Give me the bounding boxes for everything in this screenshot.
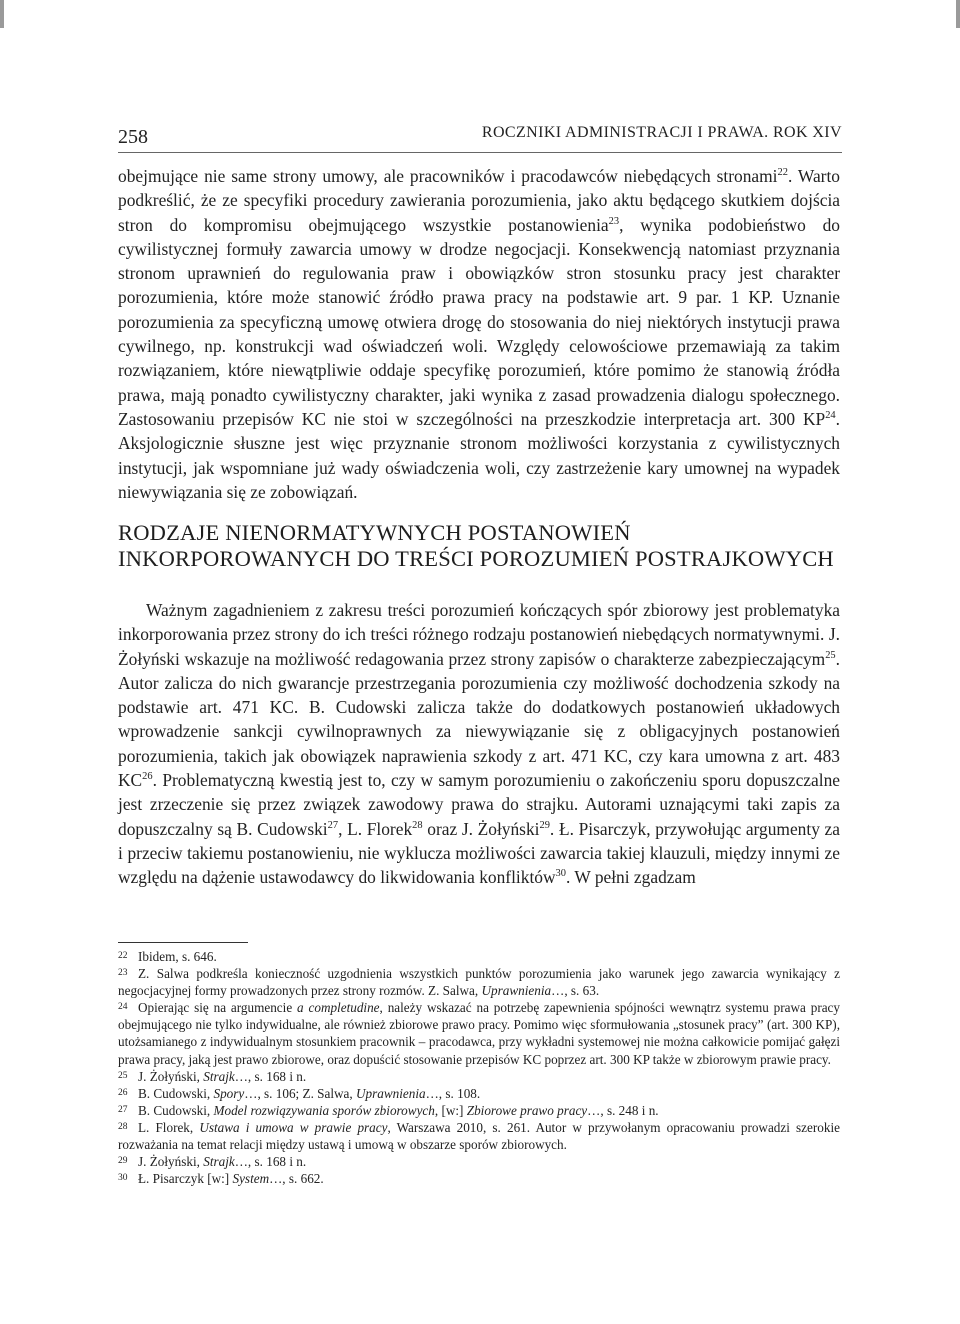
footnote-number: 26 bbox=[118, 1087, 128, 1098]
crop-mark-top-left bbox=[0, 0, 4, 28]
text-run: Z. Salwa podkreśla konieczność uzgodnienia wszystkich punktów porozumienia jako warunek jego zawarcia wynikający z negocjacyjnej formy prowadzonych przez strony rozmów. Z. Salwa, bbox=[118, 966, 840, 999]
text-run: . Aksjologicznie słuszne jest więc przyznanie stronom możliwości korzystania z cywilistycznych instytucji, jak wspomniane już wady oświadczenia woli, czy zastrzeżenie kary umownej na wypadek niewywiązania się ze zobowiązań. bbox=[118, 408, 840, 502]
footnote-number: 28 bbox=[118, 1121, 128, 1132]
footnote-26 bbox=[118, 1085, 840, 1102]
text-run: obejmujące nie same strony umowy, ale pracowników i pracodawców niebędących stronami bbox=[118, 166, 778, 186]
text-run: Ibidem, s. 646. bbox=[138, 949, 217, 964]
footnote-ref-29: 29 bbox=[539, 819, 550, 831]
text-run: …, s. 662. bbox=[269, 1171, 324, 1187]
footnotes bbox=[118, 948, 840, 1187]
text-run: , należy wskazać na potrzebę zapewnienia spójności wewnątrz systemu prawa pracy obejmującego nie tylko indywidualne, ale również zbiorowe prawo pracy. Pomimo więc sformułowania „stosunek pracy” (art. 300 KP), utożsamianego z indywidualnym stosunkiem pracownik – pracodawca, przy wykładni systemowej nie można całkowicie pomijać gałęzi prawa pracy, jaką jest prawo zbiorowe, oraz dopuścić stosowanie przepisów KC poprzez art. 300 KP także w zbiorowym prawie pracy. bbox=[118, 1000, 841, 1067]
footnote-30 bbox=[118, 1170, 840, 1187]
italic-text: a completudine bbox=[297, 1000, 380, 1016]
text-run: , [w:] bbox=[434, 1102, 467, 1118]
footnote-29 bbox=[118, 1153, 840, 1170]
footnote-ref-25: 25 bbox=[825, 649, 836, 661]
text-run: oraz J. Żołyński bbox=[422, 818, 540, 839]
text-run: . Autor zalicza do nich gwarancje przestrzegania porozumienia czy możliwość dochodzenia szkody na podstawie art. 471 KC. B. Cudowski zalicza także do dodatkowych postanowień układowych wprowadzenie sankcji cywilnoprawnych za niewywiązanie się z obligacyjnych postanowień porozumienia, takich jak obowiązek naprawienia szkody z art. 471 KC, czy kara umowna z art. 483 KC bbox=[118, 648, 840, 791]
footnote-number: 27 bbox=[118, 1104, 128, 1115]
page-number: 258 bbox=[118, 126, 148, 148]
footnote-number: 24 bbox=[118, 1002, 128, 1013]
footnote-28 bbox=[118, 1119, 840, 1153]
text-run: …, s. 106; Z. Salwa, bbox=[244, 1085, 356, 1101]
text-run: , L. Florek bbox=[338, 818, 413, 839]
text-run: . Ł. Pisarczyk, przywołując argumenty za i przeciw takiemu postanowieniu, nie wyklucza możliwości zawarcia takiej klauzuli, między innymi ze względu na dążenie ustawodawcy do likwidowania konfliktów bbox=[118, 818, 840, 888]
footnote-23 bbox=[118, 965, 840, 999]
footnote-ref-28: 28 bbox=[412, 819, 423, 831]
italic-text: Model rozwiązywania sporów zbiorowych bbox=[213, 1102, 435, 1118]
footnote-number: 23 bbox=[118, 968, 128, 979]
footnote-25 bbox=[118, 1068, 840, 1085]
italic-text: Uprawnienia bbox=[481, 983, 552, 999]
footnote-27 bbox=[118, 1102, 840, 1119]
section-heading-line-2: INKORPOROWANYCH DO TREŚCI POROZUMIEŃ POSTRAJKOWYCH bbox=[118, 546, 834, 571]
text-run: Ł. Pisarczyk [w:] bbox=[138, 1171, 233, 1187]
text-run: …, s. 168 i n. bbox=[234, 1068, 307, 1084]
section-heading bbox=[118, 520, 858, 572]
text-run: Ważnym zagadnieniem z zakresu treści porozumień kończących spór zbiorowy jest problematyka inkorporowania przez strony do ich treści różnego rodzaju postanowień niebędących normatywnymi. J. Żołyński wskazuje na możliwość redagowania przez strony zapisów o charakterze zabezpieczającym bbox=[118, 600, 840, 669]
text-run: J. Żołyński, bbox=[138, 1154, 204, 1170]
text-run: …, s. 168 i n. bbox=[234, 1154, 307, 1170]
body-paragraph-2 bbox=[118, 598, 840, 890]
text-run: B. Cudowski, bbox=[138, 1085, 214, 1101]
footnote-22 bbox=[118, 948, 840, 965]
footnote-number: 22 bbox=[118, 951, 128, 961]
running-title: ROCZNIKI ADMINISTRACJI I PRAWA. ROK XIV bbox=[481, 124, 842, 141]
text-run: L. Florek, bbox=[138, 1119, 200, 1135]
italic-text: Uprawnienia bbox=[356, 1085, 426, 1101]
text-run: , Warszawa 2010, s. 261. Autor w przywołanym opracowaniu prowadzi szerokie rozważania na temat relacji między ustawą i umową w obszarze sporów zbiorowych. bbox=[118, 1119, 840, 1153]
italic-text: Zbiorowe prawo pracy bbox=[466, 1102, 588, 1118]
text-run: Opierając się na argumencie bbox=[138, 1000, 298, 1016]
italic-text: Spory bbox=[213, 1085, 245, 1101]
italic-text: Ustawa i umowa w prawie pracy bbox=[199, 1119, 388, 1135]
footnote-24 bbox=[118, 999, 840, 1067]
footnote-ref-22: 22 bbox=[777, 167, 788, 179]
text-run: , wynika podobieństwo do cywilistycznej formuły zawarcia umowy w drodze negocjacji. Konsekwencją natomiast przyznania stronom uprawnień do regulowania praw i obowiązków stron stosunku pracy jest charakter porozumienia, które może stanowić źródło prawa pracy na podstawie art. 9 par. 1 KP. Uznanie porozumienia za specyficzną umowę otwiera drogę do stosowania do niej niektórych instytucji prawa cywilnego, np. konstrukcji wad oświadczeń woli. Względy celowościowe przemawiają za takim rozwiązaniem, które niewątpliwie oddaje specyfikę porozumień, które pomimo że stanowią źródła prawa, mają ponadto cywilistyczny charakter, jaki wynika z zasad prowadzenia dialogu społecznego. Zastosowaniu przepisów KC nie stoi w szczególności na przeszkodzie interpretacja art. 300 KP bbox=[118, 214, 840, 429]
text-run: …, s. 108. bbox=[425, 1085, 481, 1101]
crop-mark-top-right bbox=[956, 0, 960, 28]
text-run: B. Cudowski, bbox=[138, 1102, 214, 1118]
footnote-number: 30 bbox=[118, 1173, 128, 1184]
footnote-number: 29 bbox=[118, 1156, 128, 1167]
text-run: …, s. 63. bbox=[551, 983, 600, 999]
body-paragraph-1 bbox=[118, 164, 840, 504]
text-run: . W pełni zgadzam bbox=[565, 867, 696, 888]
section-heading-line-1: RODZAJE NIENORMATYWNYCH POSTANOWIEŃ bbox=[118, 520, 631, 545]
italic-text: Strajk bbox=[203, 1154, 235, 1170]
footnote-separator bbox=[118, 942, 248, 943]
text-run: . Problematyczną kwestią jest to, czy w samym porozumieniu o zakończeniu sporu dopuszczalne jest zrzeczenie się przez związek zawodowy prawa do strajku. Autorami uznającymi taki zapis za dopuszczalny są B. Cudowski bbox=[118, 770, 840, 839]
text-run: …, s. 248 i n. bbox=[587, 1102, 659, 1118]
italic-text: System bbox=[232, 1171, 270, 1187]
footnote-ref-26: 26 bbox=[142, 771, 153, 783]
footnote-ref-24: 24 bbox=[825, 410, 836, 422]
footnote-ref-23: 23 bbox=[608, 215, 620, 227]
footnote-ref-27: 27 bbox=[327, 819, 339, 831]
italic-text: Strajk bbox=[203, 1068, 235, 1084]
running-header bbox=[118, 118, 842, 153]
footnote-ref-30: 30 bbox=[555, 868, 566, 880]
text-run: J. Żołyński, bbox=[138, 1068, 204, 1084]
footnote-number: 25 bbox=[118, 1070, 128, 1081]
text-run: . Warto podkreślić, że ze specyfiki procedury zawierania porozumienia, jako aktu będącego skutkiem dojścia stron do kompromisu obejmującego wszystkie postanowienia bbox=[118, 166, 840, 235]
